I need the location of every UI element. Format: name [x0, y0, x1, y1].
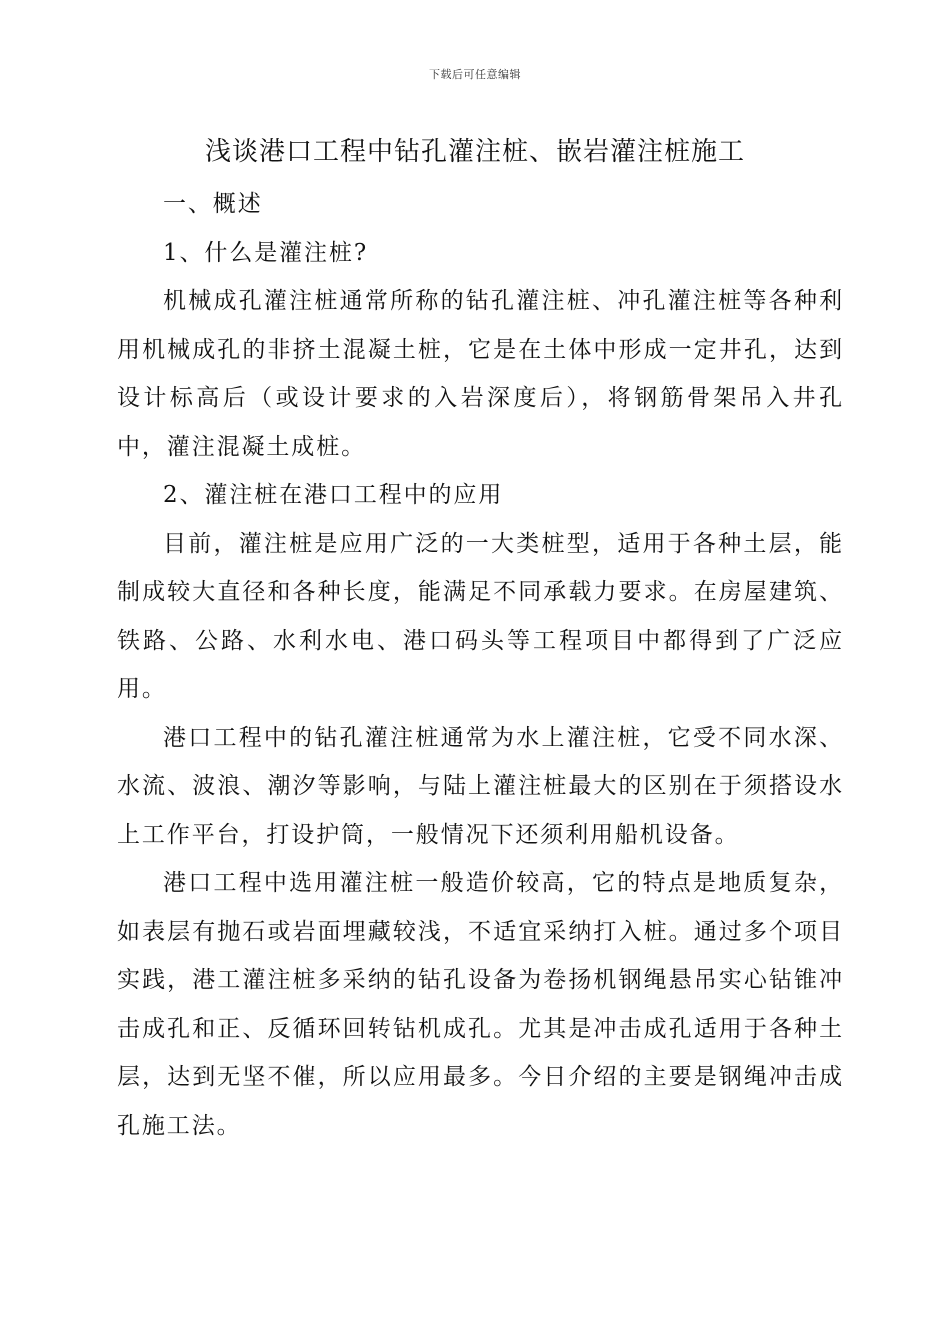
subsection-heading-what-is: 1、什么是灌注桩?: [163, 239, 369, 266]
paragraph-usage: 目前，灌注桩是应用广泛的一大类桩型，适用于各种土层，能制成较大直径和各种长度，能满足不同承载力要求。在房屋建筑、铁路、公路、水利水电、港口码头等工程项目中都得到了广泛应用。: [117, 530, 844, 702]
subsection-heading-application: 2、灌注桩在港口工程中的应用: [163, 482, 504, 508]
paragraph-port-piles: 港口工程中的钻孔灌注桩通常为水上灌注桩，它受不同水深、水流、波浪、潮汐等影响，与陆上灌注桩最大的区别在于须搭设水上工作平台，打设护筒，一般情况下还须利用船机设备。: [117, 724, 844, 848]
paragraph-definition: 机械成孔灌注桩通常所称的钻孔灌注桩、冲孔灌注桩等各种利用机械成孔的非挤土混凝土桩，它是在土体中形成一定井孔，达到设计标高后（或设计要求的入岩深度后），将钢筋骨架吊入井孔中，灌注混凝土成桩。: [117, 288, 844, 460]
header-note: 下载后可任意编辑: [429, 68, 521, 81]
paragraph-methods: 港口工程中选用灌注桩一般造价较高，它的特点是地质复杂，如表层有抛石或岩面埋藏较浅，不适宜采纳打入桩。通过多个项目实践，港工灌注桩多采纳的钻孔设备为卷扬机钢绳悬吊实心钻锥冲击成孔和正、反循环回转钻机成孔。尤其是冲击成孔适用于各种土层，达到无坚不催，所以应用最多。今日介绍的主要是钢绳冲击成孔施工法。: [117, 870, 844, 1139]
section-heading-overview: 一、概述: [163, 191, 263, 217]
document-body: [117, 180, 844, 1150]
document-title: 浅谈港口工程中钻孔灌注桩、嵌岩灌注桩施工: [204, 137, 745, 167]
